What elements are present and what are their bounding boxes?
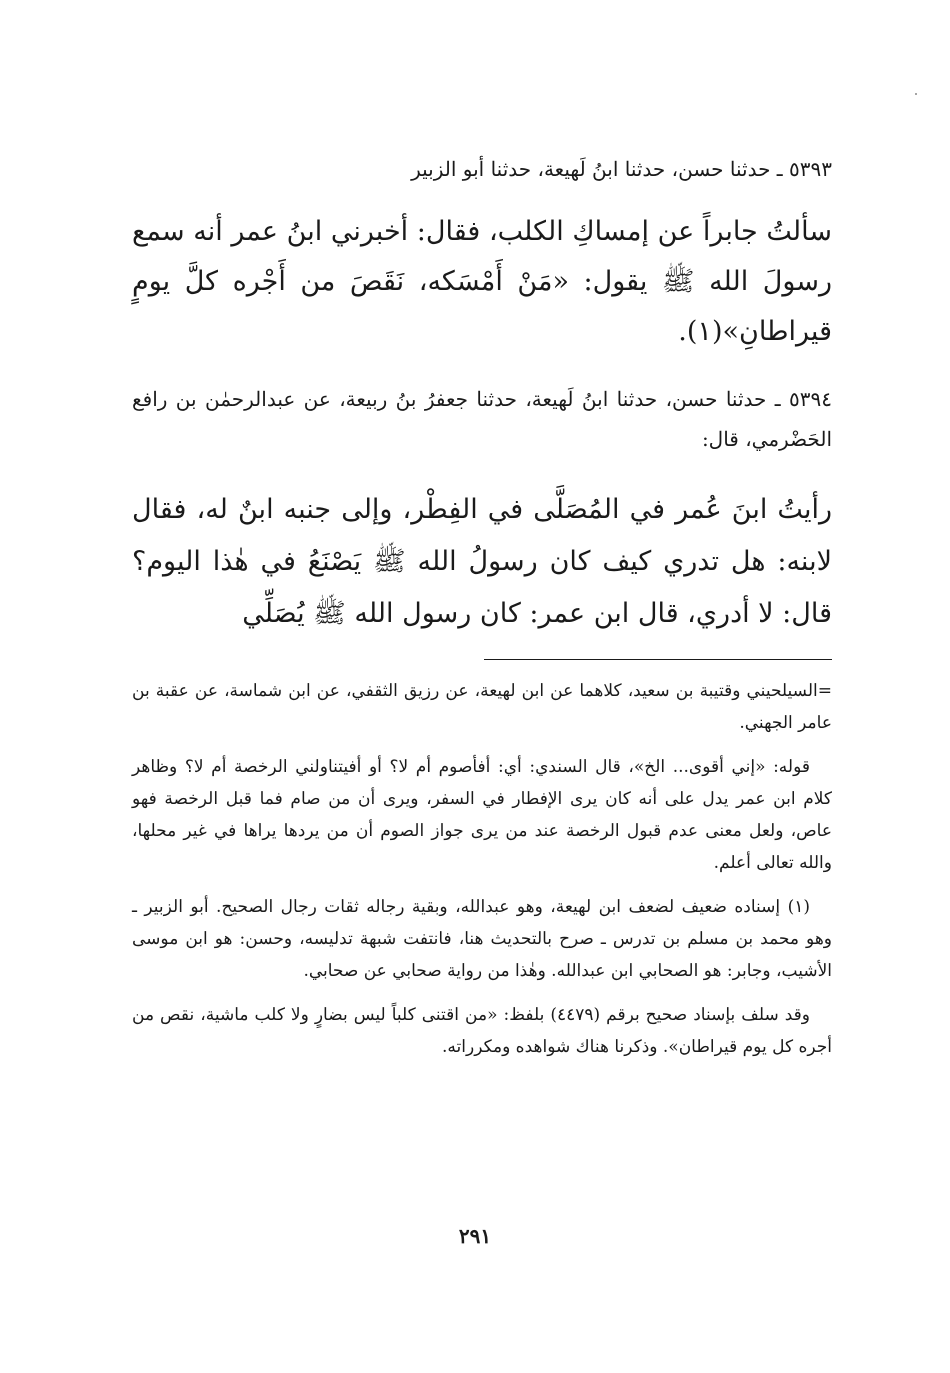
hadith-5394-matn: رأيتُ ابنَ عُمر في المُصَلَّى في الفِطْر، وإلى جنبه ابنٌ له، فقال لابنه: هل تدري كيف كان رسولُ الله ﷺ يَصْنَعُ في هٰذا اليوم؟ قال: لا أدري، قال ابن عمر: كان رسول الله ﷺ يُصَلِّي xyxy=(132,494,832,629)
footnote-2: وقد سلف بإسناد صحيح برقم (٤٤٧٩) بلفظ: «من اقتنى كلباً ليس بضارٍ ولا كلب ماشية، نقص من أجره كل يوم قيراطان». وذكرنا هناك شواهده ومكرراته. xyxy=(132,1005,832,1057)
scan-speck xyxy=(915,93,917,95)
footnote-continued: =السيلحيني وقتيبة بن سعيد، كلاهما عن ابن لهيعة، عن رزيق الثقفي، عن ابن شماسة، عن عقبة بن عامر الجهني. xyxy=(132,681,832,733)
footnote-1: (١) إسناده ضعيف لضعف ابن لهيعة، وهو عبدالله، وبقية رجاله ثقات رجال الصحيح. أبو الزبير ـ وهو محمد بن مسلم بن تدرس ـ صرح بالتحديث هنا، فانتفت شبهة تدليسه، وحسن: هو ابن موسى الأشيب، وجابر: هو الصحابي ابن عبدالله. وهٰذا من رواية صحابي عن صحابي. xyxy=(132,897,832,981)
hadith-5393-isnad: ٥٣٩٣ ـ حدثنا حسن، حدثنا ابنُ لَهيعة، حدثنا أبو الزبير xyxy=(411,157,832,181)
hadith-5393-matn: سألتُ جابراً عن إمساكِ الكلب، فقال: أخبرني ابنُ عمر أنه سمع رسولَ الله ﷺ يقول: «مَنْ أَمْسَكه، نَقَصَ من أَجْره كلَّ يومٍ قيراطانِ»(١). xyxy=(132,216,832,347)
hadith-5394-isnad: ٥٣٩٤ ـ حدثنا حسن، حدثنا ابنُ لَهيعة، حدثنا جعفرُ بنُ ربيعة، عن عبدالرحمٰن بن رافع الحَضْرمي، قال: xyxy=(132,387,832,451)
page-number: ٢٩١ xyxy=(458,1224,492,1248)
footnote-comment: قوله: «إني أقوى... الخ»، قال السندي: أي: أفأصوم أم لا؟ أو أفيتناولني الرخصة أم لا؟ وظاهر كلام ابن عمر يدل على أنه كان يرى الإفطار في السفر، ويرى أن من صام فما قبل الرخصة فهو عاص، ولعل معنى عدم قبول الرخصة عند من يرى جواز الصوم أن من يردها يراها في غير محلها، والله تعالى أعلم. xyxy=(132,757,832,873)
footnote-separator xyxy=(484,659,832,660)
footnotes-section xyxy=(132,675,832,1063)
